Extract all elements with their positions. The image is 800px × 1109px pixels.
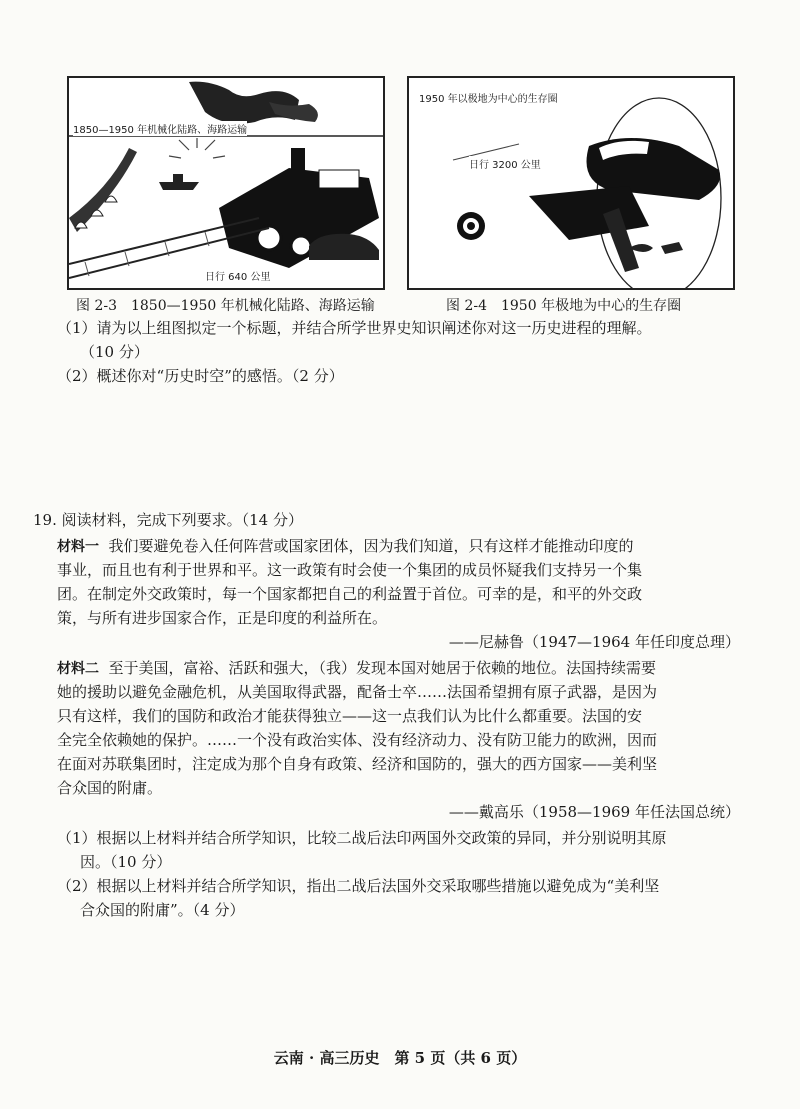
airplane-illustration: [409, 78, 733, 288]
figure-2-4-caption: 图 2-4 1950 年极地为中心的生存圈: [446, 298, 682, 314]
material-2-line2: 她的援助以避免金融危机，从美国取得武器，配备士卒……法国希望拥有原子武器，是因为: [57, 683, 658, 701]
q18-sub2: （2）概述你对“历史时空”的感悟。（2 分）: [57, 367, 344, 385]
figure-2-3-distance-label: 日行 640 公里: [205, 268, 270, 283]
q19-header: 19. 阅读材料，完成下列要求。（14 分）: [33, 511, 303, 529]
q19-sub2-line1: （2）根据以上材料并结合所学知识，指出二战后法国外交采取哪些措施以避免成为“美利坚: [57, 877, 660, 895]
material-2-line6: 合众国的附庸。: [57, 779, 163, 797]
q18-sub1-line1: （1）请为以上组图拟定一个标题，并结合所学世界史知识阐述你对这一历史进程的理解。: [57, 319, 652, 337]
material-2-text1: 至于美国，富裕、活跃和强大，（我）发现本国对她居于依赖的地位。法国持续需要: [108, 659, 657, 677]
q19-sub1-line1: （1）根据以上材料并结合所学知识，比较二战后法印两国外交政策的异同，并分别说明其原: [57, 829, 667, 847]
material-2-label: 材料二: [57, 661, 99, 677]
q19-sub1-line2: 因。（10 分）: [80, 853, 172, 871]
figure-2-4: [407, 76, 735, 290]
material-1-text1: 我们要避免卷入任何阵营或国家团体，因为我们知道，只有这样才能推动印度的: [108, 537, 634, 555]
figure-2-3-caption: 图 2-3 1850—1950 年机械化陆路、海路运输: [76, 298, 375, 314]
figure-2-4-distance-label: 日行 3200 公里: [469, 156, 541, 171]
figure-2-3-inner-label: 1850—1950 年机械化陆路、海路运输: [73, 121, 247, 136]
material-2-line3: 只有这样，我们的国防和政治才能获得独立——这一点我们认为比什么都重要。法国的安: [57, 707, 643, 725]
page-footer: 云南 · 高三历史 第 5 页（共 6 页）: [273, 1049, 527, 1067]
q19-sub2-line2: 合众国的附庸”。（4 分）: [80, 901, 245, 919]
material-2-line1: [57, 658, 656, 679]
train-ship-illustration: [69, 78, 383, 288]
material-1-label: 材料一: [57, 539, 99, 555]
figure-2-3: [67, 76, 385, 290]
material-1-line4: 策，与所有进步国家合作，正是印度的利益所在。: [57, 609, 388, 627]
material-2-source: ——戴高乐（1958—1969 年任法国总统）: [448, 803, 740, 821]
figure-2-4-inner-label: 1950 年以极地为中心的生存圈: [419, 90, 558, 105]
material-2-line4: 全完全依赖她的保护。……一个没有政治实体、没有经济动力、没有防卫能力的欧洲，因而: [57, 731, 658, 749]
material-2-line5: 在面对苏联集团时，注定成为那个自身有政策、经济和国防的，强大的西方国家——美利坚: [57, 755, 658, 773]
material-1-line3: 团。在制定外交政策时，每一个国家都把自己的利益置于首位。可幸的是，和平的外交政: [57, 585, 643, 603]
q18-sub1-line2: （10 分）: [80, 343, 149, 361]
material-1-source: ——尼赫鲁（1947—1964 年任印度总理）: [448, 633, 740, 651]
material-1-line2: 事业，而且也有利于世界和平。这一政策有时会使一个集团的成员怀疑我们支持另一个集: [57, 561, 643, 579]
material-1-line1: [57, 536, 634, 557]
